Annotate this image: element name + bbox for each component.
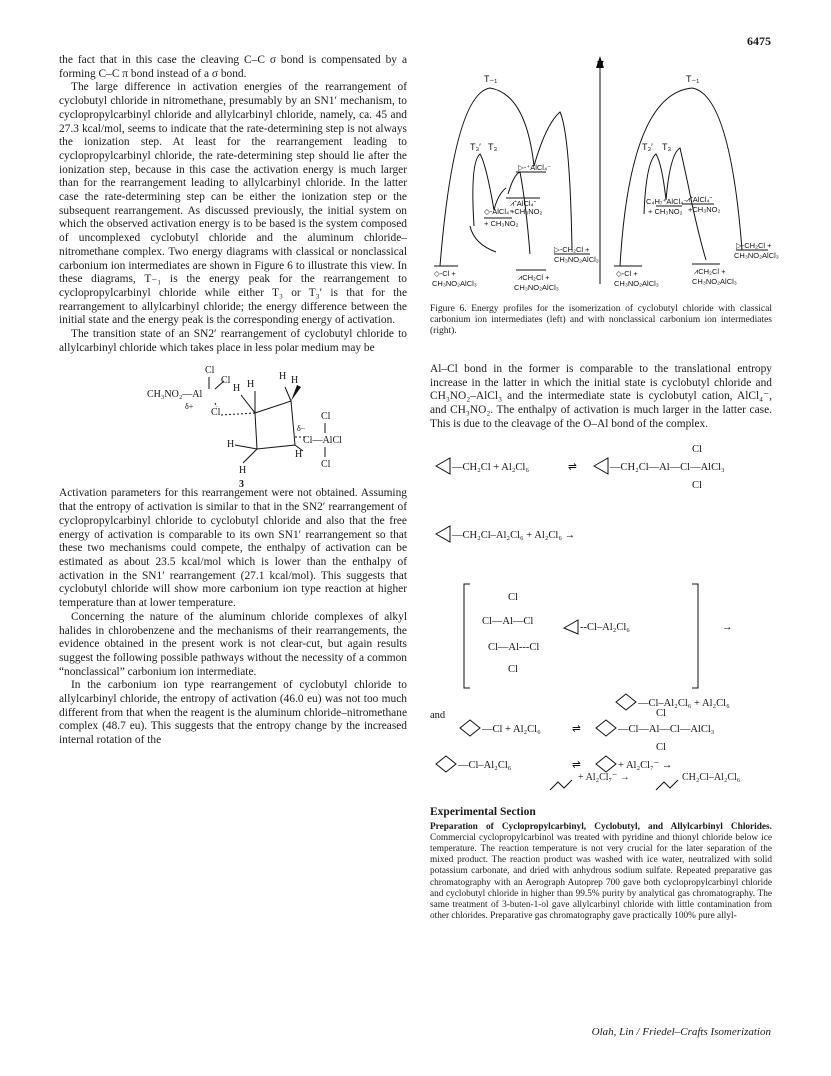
struct-text: Cl — [205, 365, 215, 377]
scheme-text: + Al₂Cl₇⁻ → — [578, 771, 630, 783]
scheme-drawing — [430, 438, 772, 774]
struct-text: CH₃NO₂—Al — [147, 389, 203, 401]
paragraph: In the carbonium ion type rearrangement of cyclobutyl chloride to allylcarbinyl chloride, the entropy of activation (46.0 eu) was not too much different from that when the reagent is the aluminum chloride–nitromethane complex (48.7 eu). This suggests that the entropy change by the increased internal rotation of the — [59, 679, 407, 747]
right-column — [430, 54, 779, 922]
paragraph: Concerning the nature of the aluminum chloride complexes of alkyl halides in chlorobenzene and the mechanisms of their rearrangements, the evidence obtained in the present work is not clear-cut, but again results suggest the following possible pathways without the necessity of a common “nonclassical” carbonium ion intermediate. — [59, 610, 407, 678]
page-footer: Olah, Lin / Friedel–Crafts Isomerization — [591, 1026, 771, 1038]
scheme-text: ⇌ — [572, 723, 581, 735]
diagram-label: ◇-Cl + — [616, 269, 638, 278]
diagram-label: ◇-AlCl₄⁻ — [484, 207, 514, 216]
diagram-label: ▷-CH₂Cl + — [736, 241, 772, 250]
diagram-label: T₃ — [488, 142, 498, 152]
scheme-text: Cl — [692, 479, 702, 491]
diagram-label: ⩘CH₂Cl + — [694, 267, 726, 276]
struct-text: H — [247, 379, 255, 391]
structure-3-drawing — [59, 355, 407, 491]
paragraph: the fact that in this case the cleaving C–C σ bond is compensated by a forming C–C π bond instead of a σ bond. — [59, 54, 407, 80]
scheme-text: Cl—Al—Cl — [482, 615, 534, 627]
paragraph: Al–Cl bond in the former is comparable to the translational entropy increase in the latter in which the initial state is cyclobutyl chloride and CH₃NO₂–AlCl₃ and the intermediate state is cyclobutyl cation, AlCl₄⁻, and CH₃NO₂. The enthalpy of activation is much larger in the latter case. This is due to the cleavage of the O–Al bond of the complex. — [430, 363, 772, 430]
scheme-text: ⇌ — [568, 461, 577, 473]
diagram-label: + CH₃NO₂ — [484, 219, 519, 228]
scheme-text: CH₂Cl–Al₂Cl₆ — [682, 771, 741, 783]
struct-text: Cl—AlCl — [303, 435, 342, 447]
section-heading: Experimental Section — [430, 805, 536, 818]
struct-text: H — [227, 439, 235, 451]
scheme-text: and — [430, 709, 446, 721]
diagram-label: ⩘CH₂Cl + — [518, 273, 550, 282]
scheme-text: —CH₂Cl—Al—Cl—AlCl₃ — [610, 461, 725, 473]
scheme-text: —CH₂Cl + Al₂Cl₆ — [452, 461, 530, 473]
figure-6 — [430, 54, 779, 300]
scheme-text: + Al₂Cl₇⁻ → — [618, 759, 673, 771]
experimental-subheading: Preparation of Cyclopropylcarbinyl, Cyclobutyl, and Allylcarbinyl Chlorides. — [430, 821, 772, 832]
diagram-label: CH₃NO₂AlCl₃ — [614, 279, 659, 288]
scheme-text: Cl — [508, 591, 518, 603]
struct-text: δ+ — [185, 402, 194, 412]
diagram-label: ◇-Cl + — [434, 269, 456, 278]
diagram-label: + CH₃NO₂ — [648, 207, 683, 216]
scheme-text: → — [722, 621, 733, 633]
scheme-last-row — [430, 772, 772, 786]
scheme-text: Cl — [508, 663, 518, 675]
struct-text: Cl — [221, 375, 231, 387]
experimental-text — [430, 822, 772, 923]
diagram-label: T₋₁ — [686, 74, 700, 84]
diagram-label: ⩘⁺AlCl₄⁻ — [686, 195, 713, 204]
struct-text: Cl — [321, 411, 331, 423]
reaction-scheme — [430, 438, 772, 774]
struct-text: 3 — [239, 479, 244, 491]
struct-text: Cl — [321, 459, 331, 471]
struct-text: H — [291, 375, 299, 387]
figure-caption: Figure 6. Energy profiles for the isomerization of cyclobutyl chloride with classical carbonium ion intermediates (left) and with nonclassical carbonium ion intermediates (right). — [430, 304, 772, 336]
diagram-label: CH₃NO₂AlCl₃ — [432, 279, 477, 288]
diagram-label: +CH₃NO₂ — [510, 207, 543, 216]
page-number: 6475 — [747, 34, 771, 48]
scheme-text: —Cl + Al₂Cl₆ — [482, 723, 541, 735]
scheme-text: Cl — [656, 741, 666, 753]
scheme-text: ⇌ — [572, 759, 581, 771]
paragraph: Activation parameters for this rearrangement were not obtained. Assuming that the entropy of activation is similar to that in the SN2′ rearrangement of cyclopropylcarbinyl chloride to cyclobutyl chloride and also that the free energy of activation is comparable to its own SN1′ rearrangement so that these two mechanisms could compete, the enthalpy of activation can be estimated as about 23.5 kcal/mol which is lower than the enthalpy of activation in the SN1′ rearrangement (27.1 kcal/mol). This suggests that cyclobutyl chloride will show more carbonium ion type reaction at higher temperature than at lower temperature. — [59, 487, 407, 610]
diagram-label: ▷-⁺AlCl₄⁻ — [518, 163, 551, 172]
struct-text: H — [295, 449, 303, 461]
scheme-text: —Cl–Al₂Cl₆ — [458, 759, 512, 771]
left-column — [59, 54, 407, 748]
struct-text: H — [279, 371, 287, 383]
scheme-text: --Cl–Al₂Cl₆ — [580, 621, 630, 633]
scheme-text: Cl — [656, 707, 666, 719]
paragraph: The large difference in activation energies of the rearrangement of cyclobutyl chloride in nitromethane, presumably by an SN1′ mechanism, to cyclopropylcarbinyl chloride and allylcarbinyl chloride, namely, ca. 45 and 27.3 kcal/mol, seems to indicate that the rate-determining step is not always the ionization step. At least for the rearrangement leading to cyclopropylcarbinyl chloride, the rate-determining step should lie after the ionization step, because in this case the activation energy is much larger than for the rearrangement leading to allylcarbinyl chloride. In the latter case the rate-determining step can be either the ionization step or the subsequent rearrangement. As discussed previously, the initial system on which the observed activation energy is to be based is the system composed of uncomplexed cyclobutyl chloride and the aluminum chloride–nitromethane complex. Two energy diagrams with classical or nonclassical carbonium ion intermediates are shown in Figure 6 to illustrate this view. In these diagrams, T₋₁ is the energy peak for the rearrangement to cyclopropylcarbinyl chloride while either T₃ or T₃′ is that for the rearrangement to allylcarbinyl chloride; the energy difference between the initial state and the energy peak is the corresponding energy of activation. — [59, 81, 407, 327]
diagram-label: ⩘⁺AlCl₄⁻ — [510, 199, 537, 208]
diagram-label: T₋₁ — [484, 74, 498, 84]
paragraph: The transition state of an SN2′ rearrangement of cyclobutyl chloride to allylcarbinyl chloride which takes place in less polar medium may be — [59, 328, 407, 354]
diagram-label: T₃ — [662, 142, 672, 152]
diagram-label: T₃′ — [470, 142, 481, 152]
struct-text: H — [233, 383, 241, 395]
diagram-label: CH₃NO₂AlCl₃ — [554, 255, 599, 264]
structure-3 — [59, 355, 407, 491]
diagram-label: +CH₃NO₂ — [688, 205, 721, 214]
struct-text: Cl — [211, 407, 221, 419]
energy-diagram — [430, 54, 779, 300]
experimental-body: Commercial cyclopropylcarbinol was treated with pyridine and thionyl chloride below ice temperature. The reaction temperature is not very crucial for the later separation of the mixed product. The reaction product was washed with ice water, neutralized with solid potassium carbonate, and dried with anhydrous sodium sulfate. Repeated preparative gas chromatography with an Aerograph Autoprep 700 gave both cyclopropylcarbinyl chloride and cyclobutyl chloride in higher than 99.5% purity by analytical gas chromatography. The same treatment of 3-buten-1-ol gave allylcarbinyl chloride with little contamination from other chlorides. Preparative gas chromatography gave practically 100% pure allyl- — [430, 832, 772, 922]
struct-text: δ− — [297, 424, 306, 434]
diagram-label: T₃′ — [642, 142, 653, 152]
diagram-label: ▷-CH₂Cl + — [554, 245, 590, 254]
scheme-text: Cl—Al---Cl — [488, 641, 540, 653]
axis-label: H — [596, 60, 604, 71]
struct-text: H — [239, 465, 247, 477]
diagram-label: CH₃NO₂AlCl₃ — [514, 283, 559, 292]
scheme-text: Cl — [692, 443, 702, 455]
scheme-text: —CH₂Cl–Al₂Cl₆ + Al₂Cl₆ → — [452, 529, 576, 541]
scheme-text: —Cl—Al—Cl—AlCl₃ — [618, 723, 715, 735]
diagram-label: CH₃NO₂AlCl₃ — [692, 277, 737, 286]
scheme-text: —Cl–Al₂Cl₆ + Al₂Cl₆ — [638, 697, 730, 709]
diagram-label: CH₃NO₂AlCl₃ — [734, 251, 779, 260]
diagram-label: C₄H₇⁺AlCl₄⁻ — [646, 197, 688, 206]
